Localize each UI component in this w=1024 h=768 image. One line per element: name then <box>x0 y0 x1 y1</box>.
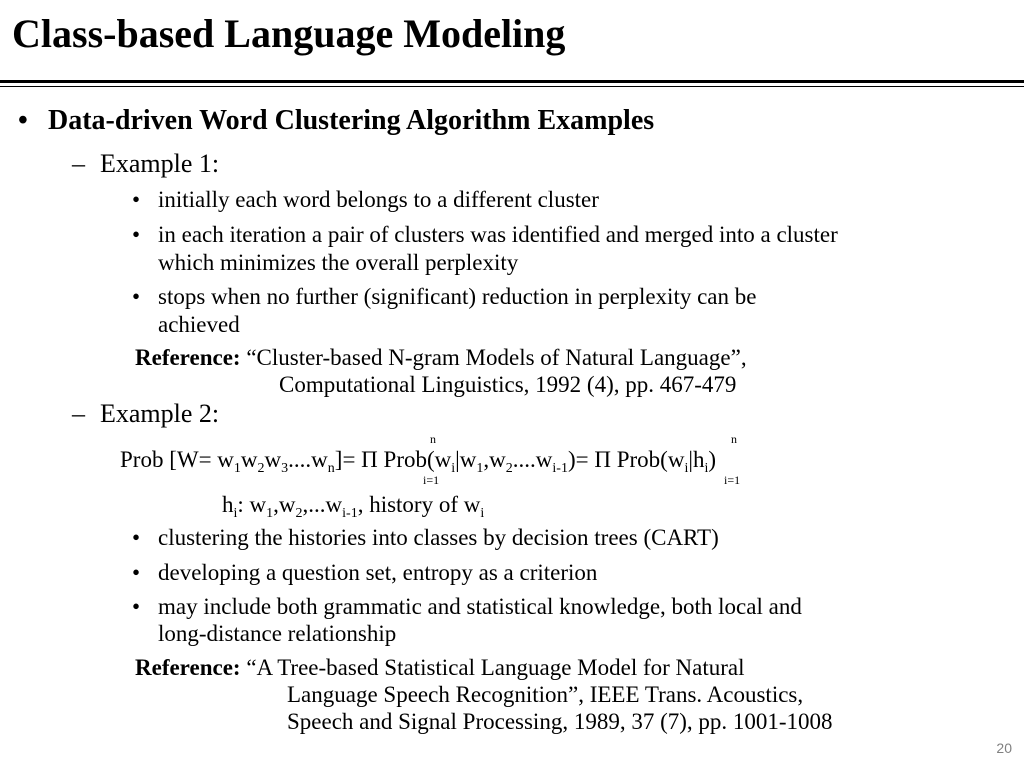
reference-label: Reference: <box>135 655 241 680</box>
example1-bullet-cont: achieved <box>158 312 240 337</box>
reference-2-cont: Language Speech Recognition”, IEEE Trans. Acoustics, <box>287 682 804 707</box>
bullet-icon: • <box>132 284 141 309</box>
reference-1 <box>135 346 747 369</box>
main-bullet-text: Data-driven Word Clustering Algorithm Examples <box>48 105 655 136</box>
reference-label: Reference: <box>135 345 241 370</box>
dash-icon: – <box>72 399 85 428</box>
reference-2 <box>135 656 745 679</box>
bullet-icon: • <box>132 560 141 585</box>
example1-bullet: initially each word belongs to a different cluster <box>158 187 599 212</box>
example1-bullet-cont: which minimizes the overall perplexity <box>158 250 519 275</box>
bullet-icon: • <box>132 525 141 550</box>
probability-formula: Prob $[W= w_1w_2w_3....w_n]= \Pi$ $Prob(w_i|w_1,w_2....w_{i-1})= \Pi$ $Prob(w_i|h_i)$ <box>120 447 717 476</box>
slide-title: Class-based Language Modeling <box>12 11 566 56</box>
bullet-icon: • <box>132 222 141 247</box>
reference-text: “Cluster-based N-gram Models of Natural Language”, <box>246 345 747 370</box>
example2-heading: Example 2: <box>100 399 220 428</box>
product-lower-limit: i=1 <box>724 473 741 487</box>
example1-bullet: stops when no further (significant) reduction in perplexity can be <box>158 284 757 309</box>
bullet-icon: • <box>18 105 28 136</box>
title-rule-thick <box>0 80 1024 83</box>
example1-heading: Example 1: <box>100 149 220 178</box>
reference-1-cont: Computational Linguistics, 1992 (4), pp. 467-479 <box>279 372 737 397</box>
example2-bullet: developing a question set, entropy as a criterion <box>158 560 598 585</box>
dash-icon: – <box>72 149 85 178</box>
history-definition: $h_i$: $w_1,w_2,...w_{i-1}$, history of $w_i$ <box>222 492 485 521</box>
example1-bullet: in each iteration a pair of clusters was identified and merged into a cluster <box>158 222 838 247</box>
reference-2-cont: Speech and Signal Processing, 1989, 37 (7), pp. 1001-1008 <box>287 709 833 734</box>
reference-text: “A Tree-based Statistical Language Model for Natural <box>246 655 745 680</box>
product-upper-limit: n <box>731 432 737 446</box>
title-rule-thin <box>0 86 1024 87</box>
example2-bullet: clustering the histories into classes by decision trees (CART) <box>158 525 719 550</box>
bullet-icon: • <box>132 594 141 619</box>
example2-bullet-cont: long-distance relationship <box>158 621 397 646</box>
product-upper-limit: n <box>430 432 436 446</box>
product-symbol: Π <box>361 447 378 472</box>
product-lower-limit: i=1 <box>423 473 440 487</box>
page-number: 20 <box>996 740 1012 756</box>
example2-bullet: may include both grammatic and statistical knowledge, both local and <box>158 594 802 619</box>
bullet-icon: • <box>132 187 141 212</box>
product-symbol: Π <box>594 447 611 472</box>
